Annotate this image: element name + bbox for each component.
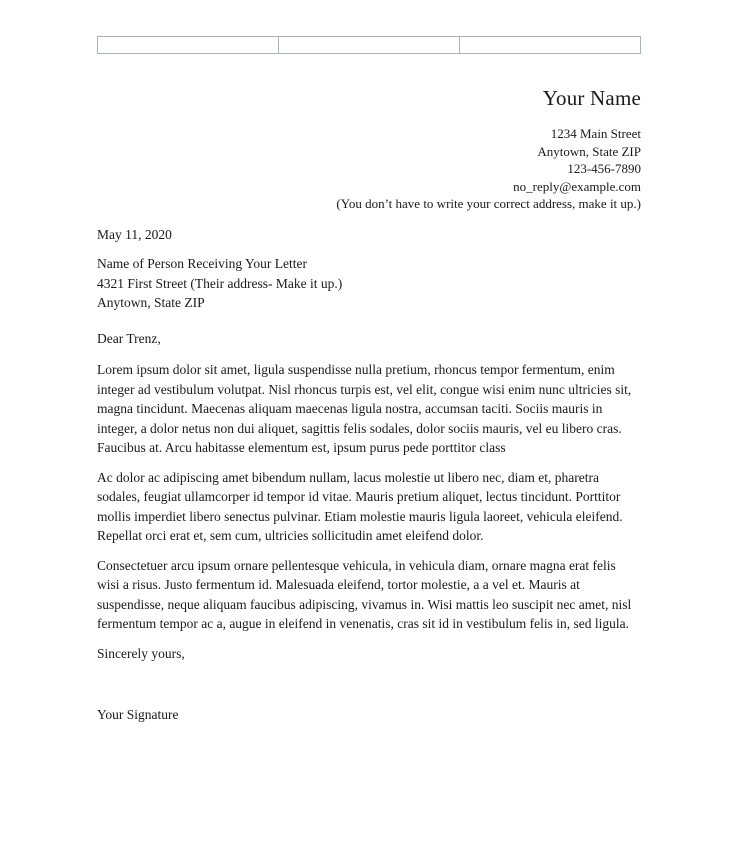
- body-paragraph-3: Consectetuer arcu ipsum ornare pellentesque vehicula, in vehicula diam, ornare magna erat felis wisi a risus. Justo fermentum id. Malesuada eleifend, tortor molestie, a a vel et. Mauris at suspendisse, neque aliquam faucibus adipiscing, vivamus in. Wisi mattis leo suscipit nec amet, nisl fermentum tempor ac a, augue in eleifend in venenatis, cras sit id in vestibulum felis in, sed ligula.: [97, 557, 632, 631]
- sender-address-street: 1234 Main Street: [550, 126, 641, 141]
- salutation: Dear Trenz,: [97, 330, 161, 346]
- sender-block: [97, 86, 641, 213]
- sender-email: no_reply@example.com: [513, 178, 641, 194]
- sender-address-city: Anytown, State ZIP: [537, 143, 641, 159]
- recipient-name: Name of Person Receiving Your Letter: [97, 256, 307, 271]
- header-table-cell-1[interactable]: [98, 37, 279, 54]
- signature-line: Your Signature: [97, 707, 179, 722]
- sender-address-note: (You don’t have to write your correct address, make it up.): [336, 196, 641, 211]
- header-fill-in-table: [97, 36, 641, 54]
- sender-name: Your Name: [542, 86, 641, 110]
- date-line: May 11, 2020: [97, 226, 172, 242]
- sender-phone: 123-456-7890: [567, 161, 641, 176]
- recipient-city: Anytown, State ZIP: [97, 295, 205, 310]
- header-table-cell-2[interactable]: [279, 37, 460, 54]
- recipient-block: [97, 254, 641, 313]
- letter-body: [97, 225, 641, 725]
- header-table-row: [98, 37, 641, 54]
- header-table-cell-3[interactable]: [460, 37, 641, 54]
- body-paragraph-1: Lorem ipsum dolor sit amet, ligula suspendisse nulla pretium, rhoncus tempor fermentum, enim integer ad vestibulum volutpat. Nisl rhoncus turpis est, vel elit, congue wisi enim nunc ultricies sit, magna tincidunt. Maecenas aliquam maecenas ligula nostra, accumsan taciti. Sociis mauris in integer, a dolor netus non dui aliquet, sagittis felis sodales, dolor sociis mauris, vel eu libero cras. Faucibus at. Arcu habitasse elementum est, ipsum purus pede porttitor class: [97, 362, 632, 455]
- body-paragraph-2: Ac dolor ac adipiscing amet bibendum nullam, lacus molestie ut libero nec, diam et, pharetra sodales, feugiat ullamcorper id tempor id vitae. Mauris pretium aliquet, lectus tincidunt. Porttitor mollis imperdiet libero senectus pulvinar. Etiam molestie mauris ligula laoreet, vehicula eleifend. Repellat orci erat et, sem cum, ultricies sollicitudin amet eleifend dolor.: [97, 469, 623, 543]
- closing-line: Sincerely yours,: [97, 645, 185, 661]
- recipient-street: 4321 First Street (Their address- Make it up.): [97, 275, 343, 291]
